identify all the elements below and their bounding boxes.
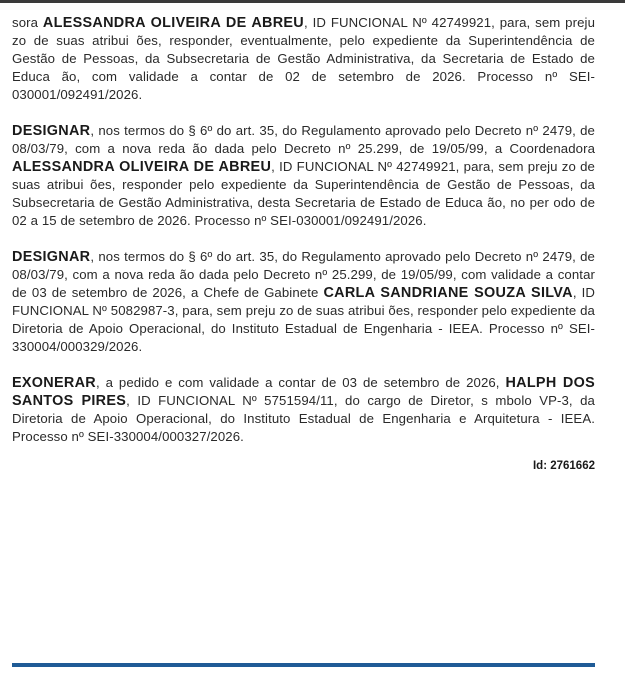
act-verb: DESIGNAR: [12, 123, 91, 139]
act-paragraph: [12, 248, 595, 356]
paragraph-text: , ID FUNCIONAL Nº 5082987-3, para, sem preju zo de suas atribui ões, responder pelo expediente da Diretoria de Apoio Operacional, do Instituto Estadual de Engenharia - IEEA. Processo nº SEI-330004/000329/2026.: [12, 285, 596, 354]
document-id: Id: 2761662: [532, 460, 595, 472]
paragraph-text: , ID FUNCIONAL Nº 5751594/11, do cargo de Diretor, s mbolo VP-3, da Diretoria de Apoio Operacional, do Instituto Estadual de Engenharia e Arquitetura - IEEA. Processo nº SEI-330004/000327/2026.: [12, 393, 595, 444]
paragraph-text: , nos termos do § 6º do art. 35, do Regulamento aprovado pelo Decreto nº 2479, de 08/03/79, com a nova reda ão dada pelo Decreto nº 25.299, de 19/05/99, a Coordenadora: [12, 123, 595, 156]
person-name: HALPH DOS SANTOS PIRES: [12, 375, 595, 409]
paragraph-text: , ID FUNCIONAL Nº 42749921, para, sem preju zo de suas atribui ões, responder, eventualmente, pelo expediente da Superintendência de Gestão de Pessoas, da Subsecretaria de Gestão Administrativa, da Secretaria de Estado de Educa ão, com validade a contar de 02 de setembro de 2026. Processo nº SEI-030001/092491/2026.: [12, 15, 596, 102]
paragraph-text: , a pedido e com validade a contar de 03 de setembro de 2026,: [95, 375, 506, 390]
paragraph-text: , ID FUNCIONAL Nº 42749921, para, sem preju zo de suas atribui ões, responder pelo expediente da Superintendência de Gestão de Pessoas, da Subsecretaria de Gestão Administrativa, desta Secretaria de Estado de Educa ão, no per odo de 02 a 15 de setembro de 2026. Processo nº SEI-030001/092491/2026.: [12, 159, 595, 228]
gazette-column: [12, 14, 595, 472]
act-verb: DESIGNAR: [12, 249, 91, 265]
bottom-divider: [12, 663, 595, 667]
paragraph-text: , nos termos do § 6º do art. 35, do Regulamento aprovado pelo Decreto nº 2479, de 08/03/79, com a nova reda ão dada pelo Decreto nº 25.299, de 19/05/99, com validade a contar de 03 de setembro de 2026, a Chefe de Gabinete: [12, 249, 595, 300]
act-paragraph: [12, 122, 595, 230]
person-name: ALESSANDRA OLIVEIRA DE ABREU: [42, 15, 304, 31]
act-paragraph: [12, 374, 595, 446]
top-divider: [0, 0, 625, 3]
person-name: CARLA SANDRIANE SOUZA SILVA: [323, 285, 573, 301]
person-name: ALESSANDRA OLIVEIRA DE ABREU: [12, 159, 272, 175]
act-paragraph: [12, 14, 595, 104]
paragraph-text: sora: [12, 15, 43, 30]
act-verb: EXONERAR: [12, 375, 96, 391]
